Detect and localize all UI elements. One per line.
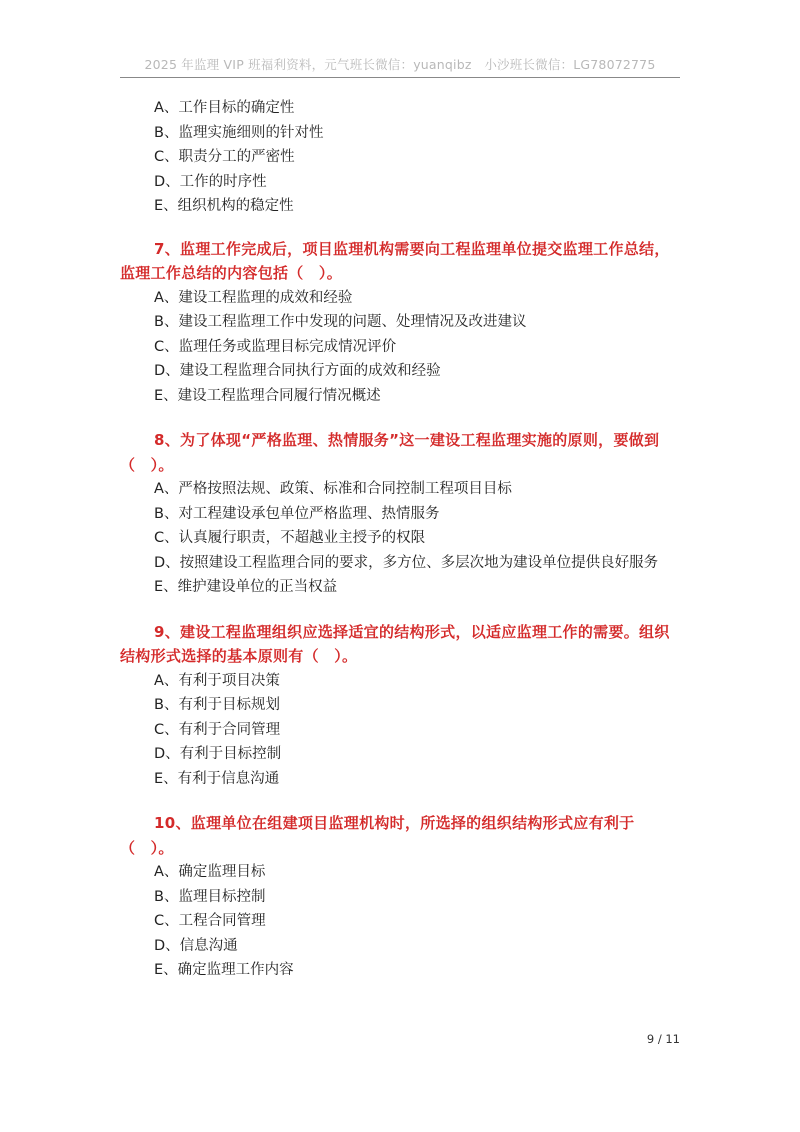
- option-8-c: C、认真履行职责，不超越业主授予的权限: [154, 530, 426, 546]
- option-8-e: E、维护建设单位的正当权益: [154, 579, 338, 595]
- option-7-d: D、建设工程监理合同执行方面的成效和经验: [154, 363, 441, 379]
- question-7: [120, 237, 680, 409]
- option-6-a: A、工作目标的确定性: [154, 100, 295, 116]
- question-8: [120, 428, 680, 600]
- option-8-b: B、对工程建设承包单位严格监理、热情服务: [154, 505, 440, 522]
- question-8-text: 8、为了体现“严格监理、热情服务”这一建设工程监理实施的原则，要做到（ ）。: [120, 431, 660, 474]
- header-divider: [120, 77, 680, 78]
- option-7-e: E、建设工程监理合同履行情况概述: [154, 387, 381, 404]
- option-6-d: D、工作的时序性: [154, 173, 267, 190]
- option-7-a: A、建设工程监理的成效和经验: [154, 289, 353, 306]
- question-10-text: 10、监理单位在组建项目监理机构时，所选择的组织结构形式应有利于（ ）。: [120, 814, 635, 857]
- question-7-text: 7、监理工作完成后，项目监理机构需要向工程监理单位提交监理工作总结，监理工作总结的内容包括（ ）。: [120, 239, 670, 282]
- option-9-b: B、有利于目标规划: [154, 697, 280, 713]
- option-6-e: E、组织机构的稳定性: [154, 198, 294, 214]
- option-10-d: D、信息沟通: [154, 937, 238, 954]
- option-9-c: C、有利于合同管理: [154, 721, 281, 738]
- option-10-a: A、确定监理目标: [154, 864, 266, 880]
- option-6-c: C、职责分工的严密性: [154, 149, 295, 165]
- option-9-e: E、有利于信息沟通: [154, 770, 280, 787]
- question-9: [120, 620, 680, 792]
- option-7-b: B、建设工程监理工作中发现的问题、处理情况及改进建议: [154, 314, 527, 330]
- page-header: 2025 年监理 VIP 班福利资料，元气班长微信：yuanqibz 小沙班长微信：LG78072775: [144, 57, 656, 72]
- option-8-a: A、严格按照法规、政策、标准和合同控制工程项目目标: [154, 481, 512, 497]
- page-number: 9 / 11: [646, 1032, 680, 1046]
- option-10-e: E、确定监理工作内容: [154, 962, 294, 978]
- question-10: [120, 811, 680, 983]
- option-9-a: A、有利于项目决策: [154, 672, 280, 689]
- option-9-d: D、有利于目标控制: [154, 746, 282, 762]
- option-8-d: D、按照建设工程监理合同的要求，多方位、多层次地为建设单位提供良好服务: [154, 554, 659, 571]
- option-10-b: B、监理目标控制: [154, 888, 266, 905]
- option-10-c: C、工程合同管理: [154, 913, 266, 929]
- option-6-b: B、监理实施细则的针对性: [154, 124, 324, 141]
- option-7-c: C、监理任务或监理目标完成情况评价: [154, 338, 397, 355]
- question-6-options: [120, 96, 680, 219]
- document-body: [120, 96, 680, 983]
- question-9-text: 9、建设工程监理组织应选择适宜的结构形式，以适应监理工作的需要。组织结构形式选择的基本原则有（ ）。: [120, 622, 670, 665]
